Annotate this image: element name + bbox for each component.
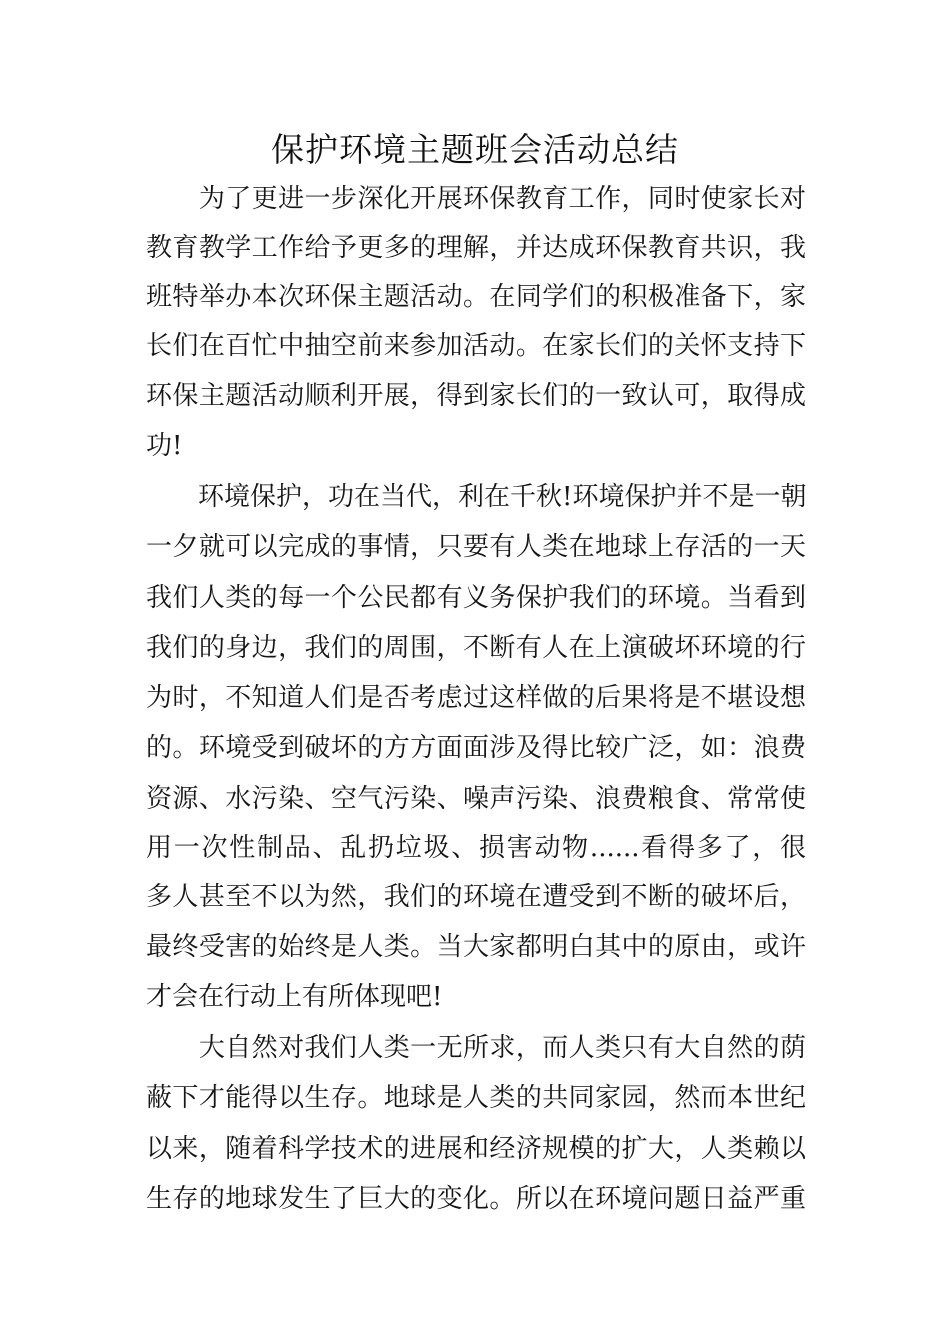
paragraph-3-line-4: 生存的地球发生了巨大的变化。所以在环境问题日益严重 (146, 1184, 806, 1214)
paragraph-2-line-10: 最终受害的始终是人类。当大家都明白其中的原由，或许 (146, 932, 806, 962)
paragraph-3-line-1: 大自然对我们人类一无所求，而人类只有大自然的荫 (146, 1033, 806, 1063)
paragraph-1-line-6: 功! (146, 431, 183, 461)
paragraph-1-line-3: 班特举办本次环保主题活动。在同学们的积极准备下，家 (146, 282, 806, 312)
paragraph-2-line-11: 才会在行动上有所体现吧! (146, 982, 443, 1012)
paragraph-2-line-9: 多人甚至不以为然，我们的环境在遭受到不断的破坏后， (146, 882, 806, 912)
paragraph-2-line-6: 的。环境受到破坏的方方面面涉及得比较广泛，如：浪费 (146, 733, 806, 763)
paragraph-1-line-4: 长们在百忙中抽空前来参加活动。在家长们的关怀支持下 (146, 331, 806, 361)
paragraph-3-line-3: 以来，随着科学技术的进展和经济规模的扩大，人类赖以 (146, 1134, 806, 1164)
document-title: 保护环境主题班会活动总结 (271, 130, 679, 169)
paragraph-2-line-8: 用一次性制品、乱扔垃圾、损害动物......看得多了，很 (146, 833, 806, 863)
paragraph-2-line-1: 环境保护，功在当代，利在千秋!环境保护并不是一朝 (146, 482, 807, 512)
paragraph-1-line-1: 为了更进一步深化开展环保教育工作，同时使家长对 (146, 184, 806, 214)
paragraph-2-line-7: 资源、水污染、空气污染、噪声污染、浪费粮食、常常使 (146, 784, 806, 814)
paragraph-2-line-2: 一夕就可以完成的事情，只要有人类在地球上存活的一天 (146, 532, 806, 562)
paragraph-2-line-4: 我们的身边，我们的周围，不断有人在上演破坏环境的行 (146, 633, 806, 663)
paragraph-2-line-5: 为时，不知道人们是否考虑过这样做的后果将是不堪设想 (146, 683, 806, 713)
paragraph-3-line-2: 蔽下才能得以生存。地球是人类的共同家园，然而本世纪 (146, 1083, 806, 1113)
paragraph-1-line-2: 教育教学工作给予更多的理解，并达成环保教育共识，我 (146, 233, 806, 263)
paragraph-2-line-3: 我们人类的每一个公民都有义务保护我们的环境。当看到 (146, 583, 806, 613)
paragraph-1-line-5: 环保主题活动顺利开展，得到家长们的一致认可，取得成 (146, 381, 806, 411)
